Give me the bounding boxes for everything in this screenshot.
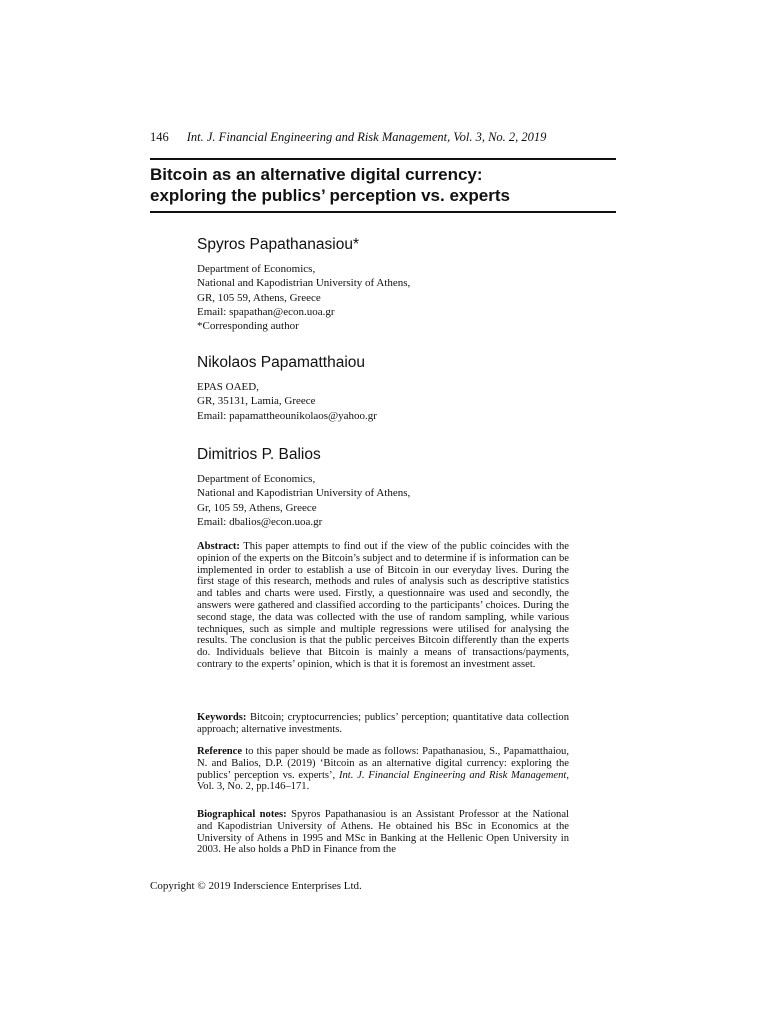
reference-text-after: , Vol. 3, No. 2, pp.146–171. — [197, 769, 570, 793]
author-name: Spyros Papathanasiou* — [197, 236, 360, 253]
author-name: Dimitrios P. Balios — [197, 446, 321, 463]
abstract — [197, 541, 569, 671]
paper-title — [150, 164, 620, 206]
bio-text: Spyros Papathanasiou is an Assistant Professor at the National and Kapodistrian University of Athens. He obtained his BSc in Economics at the University of Athens in 1995 and MSc in Banking at the Hellenic Open University in 2003. He also holds a PhD in Finance from the — [197, 809, 569, 856]
affiliation-line: Department of Economics, — [197, 263, 316, 275]
author-email: Email: spapathan@econ.uoa.gr — [197, 305, 335, 318]
author-email: Email: papamattheounikolaos@yahoo.gr — [197, 409, 377, 422]
corresponding-note: *Corresponding author — [197, 320, 299, 333]
abstract-label: Abstract: — [197, 541, 240, 552]
author-name: Nikolaos Papamatthaiou — [197, 354, 366, 371]
affiliation-line: National and Kapodistrian University of Athens, — [197, 487, 411, 500]
journal-citation: Int. J. Financial Engineering and Risk Management, Vol. 3, No. 2, 2019 — [186, 130, 547, 144]
reference-journal: Int. J. Financial Engineering and Risk Management — [338, 769, 567, 781]
affiliation-line: GR, 35131, Lamia, Greece — [197, 395, 316, 408]
affiliation-line: GR, 105 59, Athens, Greece — [197, 291, 321, 304]
copyright-notice: Copyright © 2019 Inderscience Enterprises Ltd. — [150, 880, 362, 892]
running-header — [150, 130, 616, 145]
affiliation-line: Department of Economics, — [197, 473, 316, 485]
author-block-3 — [197, 446, 577, 529]
title-line-2: exploring the publics’ perception vs. experts — [150, 186, 510, 205]
reference-label: Reference — [197, 746, 243, 757]
reference-text: to this paper should be made as follows: Papathanasiou, S., Papamatthaiou, N. and Balios, D.P. (2019) ‘Bitcoin as an alternative digital currency: exploring the publics’ perception vs. experts’, — [197, 746, 569, 781]
affiliation-line: EPAS OAED, — [197, 381, 259, 393]
reference — [197, 746, 569, 793]
abstract-text: This paper attempts to find out if the view of the public coincides with the opinion of the experts on the Bitcoin’s subject and to determine if is information can be implemented in order to establish a use of Bitcoin in our everyday lives. During the first stage of this research, methods and rules of analysis such as descriptive statistics and tables and charts were used. Firstly, a questionnaire was used and secondly, the answers were gathered and classified according to the participants’ choices. During the second stage, the data was collected with the use of random sampling, while various techniques, such as simple and multiple regressions were utilised for analysing the results. The conclusion is that the public perceives Bitcoin differently than the experts do. Individuals believe that Bitcoin is mainly a means of transactions/payments, contrary to the experts’ opinion, which is that it is foremost an investment asset. — [197, 541, 569, 670]
author-block-1 — [197, 236, 577, 333]
title-rule-bottom — [150, 211, 616, 213]
page-number: 146 — [150, 130, 169, 144]
keywords — [197, 712, 569, 736]
author-block-2 — [197, 354, 577, 423]
affiliation-line: Gr, 105 59, Athens, Greece — [197, 501, 317, 514]
keywords-text: Bitcoin; cryptocurrencies; publics’ perception; quantitative data collection approach; alternative investments. — [197, 712, 569, 735]
biographical-notes — [197, 809, 569, 856]
affiliation-line: National and Kapodistrian University of Athens, — [197, 277, 411, 290]
bio-label: Biographical notes: — [197, 809, 287, 820]
author-email: Email: dbalios@econ.uoa.gr — [197, 515, 323, 528]
keywords-label: Keywords: — [197, 712, 247, 723]
title-line-1: Bitcoin as an alternative digital currency: — [150, 165, 483, 184]
title-rule-top — [150, 158, 616, 160]
